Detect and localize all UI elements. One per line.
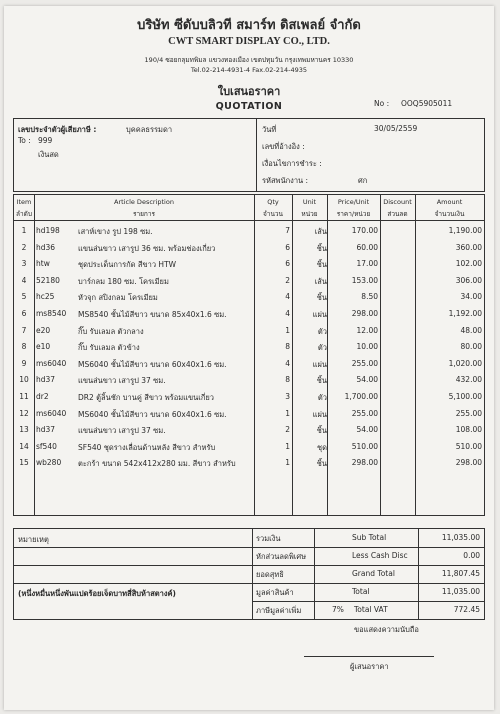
cell-item: 13 [19,425,29,435]
table-row [14,439,484,455]
cell-code: htw [36,259,50,269]
header-unit-th: หน่วย [301,210,318,218]
cell-price: 12.00 [356,325,378,335]
cell-price: 510.00 [351,441,378,451]
cell-price: 54.00 [356,425,378,435]
cell-code: sf540 [36,441,57,451]
customer-info-box [13,118,485,192]
amount-in-words: (หนึ่งหมื่นหนึ่งพันแปดร้อยเจ็ดบาทสี่สิบห้าสตางค์) [18,589,176,598]
cell-description: ชุดประเด็นการกัด สีขาว HTW [78,260,177,270]
cell-item: 10 [19,375,29,385]
cell-unit: ชิ้น [316,243,327,253]
cell-code: hc25 [36,292,55,302]
tax-id-label: เลขประจำตัวผู้เสียภาษี : [18,125,97,134]
cell-amount: 34.00 [460,292,482,302]
closing-thanks: ขอแสดงความนับถือ [354,625,419,634]
doc-title-thai: ใบเสนอราคา [217,85,281,98]
total-label-thai: รวมเงิน [256,534,281,543]
cell-code: ms6040 [36,358,67,368]
cell-item: 14 [19,441,29,451]
cell-description: DR2 ตู้ลิ้นชัก บานคู่ สีขาว พร้อมแขนเกี่ยว [78,393,214,402]
table-row [14,406,484,422]
cell-code: hd198 [36,226,60,235]
cell-amount: 102.00 [455,259,482,269]
cell-code: 52180 [36,275,60,285]
table-row [14,289,484,305]
cell-price: 298.00 [351,309,378,318]
cell-item: 11 [19,392,29,401]
table-row [14,372,484,388]
cell-item: 1 [21,226,27,235]
table-body [14,223,484,515]
cell-price: 8.50 [361,292,378,302]
cell-description: SF540 ชุดรางเลื่อนด้านหลัง สีขาว สำหรับ [78,442,216,452]
total-label-thai: มูลค่าสินค้า [256,588,294,597]
header-qty-th: จำนวน [263,210,283,218]
cell-amount: 510.00 [455,441,482,451]
to-label: To : [18,136,31,145]
company-address: 190/4 ซอยกลุมทพิมล แขวงทองเมือง เขตปทุมวัน กรุงเทพมหานคร 10330 [144,56,354,64]
table-row [14,339,484,355]
cell-description: กิ๊บ รับเลมล ตัวข้าง [78,343,140,353]
cell-price: 10.00 [356,342,378,352]
cell-unit: ตัว [317,343,327,353]
cell-price: 54.00 [356,375,378,385]
header-item-th: ลำดับ [16,210,32,218]
cell-price: 153.00 [351,275,378,285]
cell-unit: ชิ้น [316,293,327,303]
table-row [14,455,484,471]
payment-terms-label: เงื่อนไขการชำระ : [262,159,322,168]
header-unit-en: Unit [302,198,317,206]
cell-amount: 306.00 [455,275,482,285]
cell-description: เสาห์เขาง รูป 198 ซม. [78,227,153,236]
cell-amount: 432.00 [455,375,482,385]
cell-qty: 8 [285,375,290,385]
quotation-number-label: No : [374,99,390,108]
cell-item: 7 [21,325,27,335]
cell-amount: 48.00 [460,325,482,335]
cell-unit: ตัว [317,326,327,336]
table-row [14,223,484,239]
quotation-number: OOQ5905011 [401,99,453,108]
cell-description: บาร์กลม 180 ซม. โครเมียม [78,276,169,286]
cell-unit: เส้น [314,227,327,236]
cell-amount: 360.00 [455,242,482,252]
header-amount-en: Amount [436,198,463,206]
cell-qty: 1 [285,458,290,468]
total-label-english: Grand Total [352,569,395,578]
cell-qty: 6 [285,259,290,269]
cell-description: หัวจุก สปิงกลม โครเมียม [78,293,158,303]
header-desc-en: Article Description [114,198,174,206]
cell-qty: 4 [285,358,290,368]
cell-qty: 4 [285,292,290,302]
reference-label: เลขที่อ้างอิง : [262,142,305,151]
table-row [14,356,484,372]
cell-item: 4 [21,275,27,285]
cell-code: ms8540 [36,309,67,318]
total-label-english: Less Cash Disc [352,551,408,560]
cell-qty: 3 [285,392,290,401]
cell-code: hd37 [36,425,56,435]
cell-amount: 1,192.00 [448,309,482,318]
cell-amount: 5,100.00 [448,392,482,401]
cell-unit: ชุด [317,442,327,452]
cell-qty: 4 [285,309,290,318]
cell-item: 12 [19,408,29,418]
signer-label: ผู้เสนอราคา [350,662,389,671]
cell-code: e10 [36,342,51,352]
header-item-en: Item [16,198,32,206]
total-label-thai: หักส่วนลดพิเศษ [256,552,307,561]
cell-amount: 255.00 [455,408,482,418]
cell-description: MS6040 ชั้นไม้สีขาว ขนาด 60x40x1.6 ซม. [78,359,227,369]
total-value: 772.45 [453,605,480,614]
cell-code: ms6040 [36,408,67,418]
cell-amount: 1,020.00 [448,358,482,368]
remark-label: หมายเหตุ [18,535,49,544]
cell-amount: 80.00 [460,342,482,352]
cell-amount: 298.00 [455,458,482,468]
cell-unit: ชิ้น [316,260,327,270]
cell-unit: แผ่น [312,409,327,419]
cell-code: e20 [36,325,51,335]
table-row [14,323,484,339]
header-discount-en: Discount [383,198,412,206]
cell-unit: ตัว [317,393,327,402]
cell-qty: 8 [285,342,290,352]
cell-price: 255.00 [351,408,378,418]
cell-price: 1,700.00 [344,392,378,401]
cell-description: กิ๊บ รับเลมล ตัวกลาง [78,326,144,336]
total-value: 11,035.00 [441,587,480,596]
cell-qty: 7 [285,226,290,235]
cell-description: แขนส่นขาว เสารูป 37 ซม. [78,426,166,436]
total-label-thai: ภาษีมูลค่าเพิ่ม [256,606,302,615]
cell-item: 9 [21,358,27,368]
company-phone: Tel.02-214-4931-4 Fax.02-214-4935 [190,66,308,74]
cell-price: 298.00 [351,458,378,468]
staff-code-label: รหัสพนักงาน : [262,176,309,185]
totals-box [13,528,485,620]
total-value: 0.00 [463,551,480,560]
cell-description: ตะกร้า ขนาด 542x412x280 มม. สีขาว สำหรับ [78,459,236,469]
total-value: 11,807.45 [441,569,480,578]
cell-amount: 108.00 [455,425,482,435]
cell-item: 8 [21,342,27,352]
header-qty-en: Qty [267,198,279,206]
header-amount-th: จำนวนเงิน [434,210,465,218]
header-desc-th: รายการ [132,210,156,218]
cell-qty: 6 [285,242,290,252]
cell-description: MS6040 ชั้นไม้สีขาว ขนาด 60x40x1.6 ซม. [78,409,227,419]
cell-qty: 1 [285,408,290,418]
cell-price: 170.00 [351,226,378,235]
table-row [14,240,484,256]
cell-qty: 2 [285,275,290,285]
payment-cash: เงินสด [38,150,59,159]
header-discount-th: ส่วนลด [387,210,408,218]
company-name-thai: บริษัท ซีดับบลิวที สมาร์ท ดิสเพลย์ จำกัด [137,18,361,33]
header-price-th: ราคา/หน่วย [336,210,371,218]
cell-qty: 1 [285,441,290,451]
table-row [14,422,484,438]
cell-item: 2 [21,242,27,252]
cell-code: dr2 [36,392,49,401]
cell-code: hd37 [36,375,56,385]
cell-code: wb280 [36,458,62,468]
cell-amount: 1,190.00 [448,226,482,235]
doc-title-english: QUOTATION [215,101,283,112]
cell-price: 60.00 [356,242,378,252]
cell-price: 255.00 [351,358,378,368]
signature-line [304,656,434,657]
cell-item: 5 [21,292,27,302]
tax-id-value: บุคคลธรรมดา [126,125,173,134]
cell-description: แขนส่นขาว เสารูป 37 ซม. [78,376,166,386]
cell-item: 15 [19,458,29,468]
date-label: วันที่ [262,125,277,134]
total-label-english: Total VAT [354,605,388,614]
table-row [14,256,484,272]
table-row [14,389,484,405]
cell-price: 17.00 [356,259,378,269]
quotation-paper [4,6,494,710]
company-name-english: CWT SMART DISPLAY CO., LTD. [168,36,330,47]
cell-unit: เส้น [314,276,327,286]
cell-unit: ชิ้น [316,459,327,469]
customer-code: 999 [38,136,53,145]
cell-unit: ชิ้น [316,426,327,436]
total-label-thai: ยอดสุทธิ [256,570,284,579]
vat-rate: 7% [332,605,344,614]
cell-qty: 1 [285,325,290,335]
cell-item: 3 [21,259,27,269]
staff-code-value: ศก [358,176,368,185]
cell-unit: แผ่น [312,310,327,319]
total-label-english: Total [352,587,370,596]
total-label-english: Sub Total [352,533,387,542]
items-table [13,194,485,516]
table-row [14,273,484,289]
cell-unit: แผ่น [312,359,327,369]
cell-code: hd36 [36,242,56,252]
total-value: 11,035.00 [441,533,480,542]
date-value: 30/05/2559 [374,124,418,133]
cell-unit: ชิ้น [316,376,327,386]
cell-description: แขนส่นขาว เสารูป 36 ซม. พร้อมช่องเกี่ยว [78,243,216,253]
cell-item: 6 [21,309,27,318]
header-price-en: Price/Unit [337,198,370,206]
cell-description: MS8540 ชั้นไม้สีขาว ขนาด 85x40x1.6 ซม. [78,310,227,319]
table-row [14,306,484,322]
cell-qty: 2 [285,425,290,435]
